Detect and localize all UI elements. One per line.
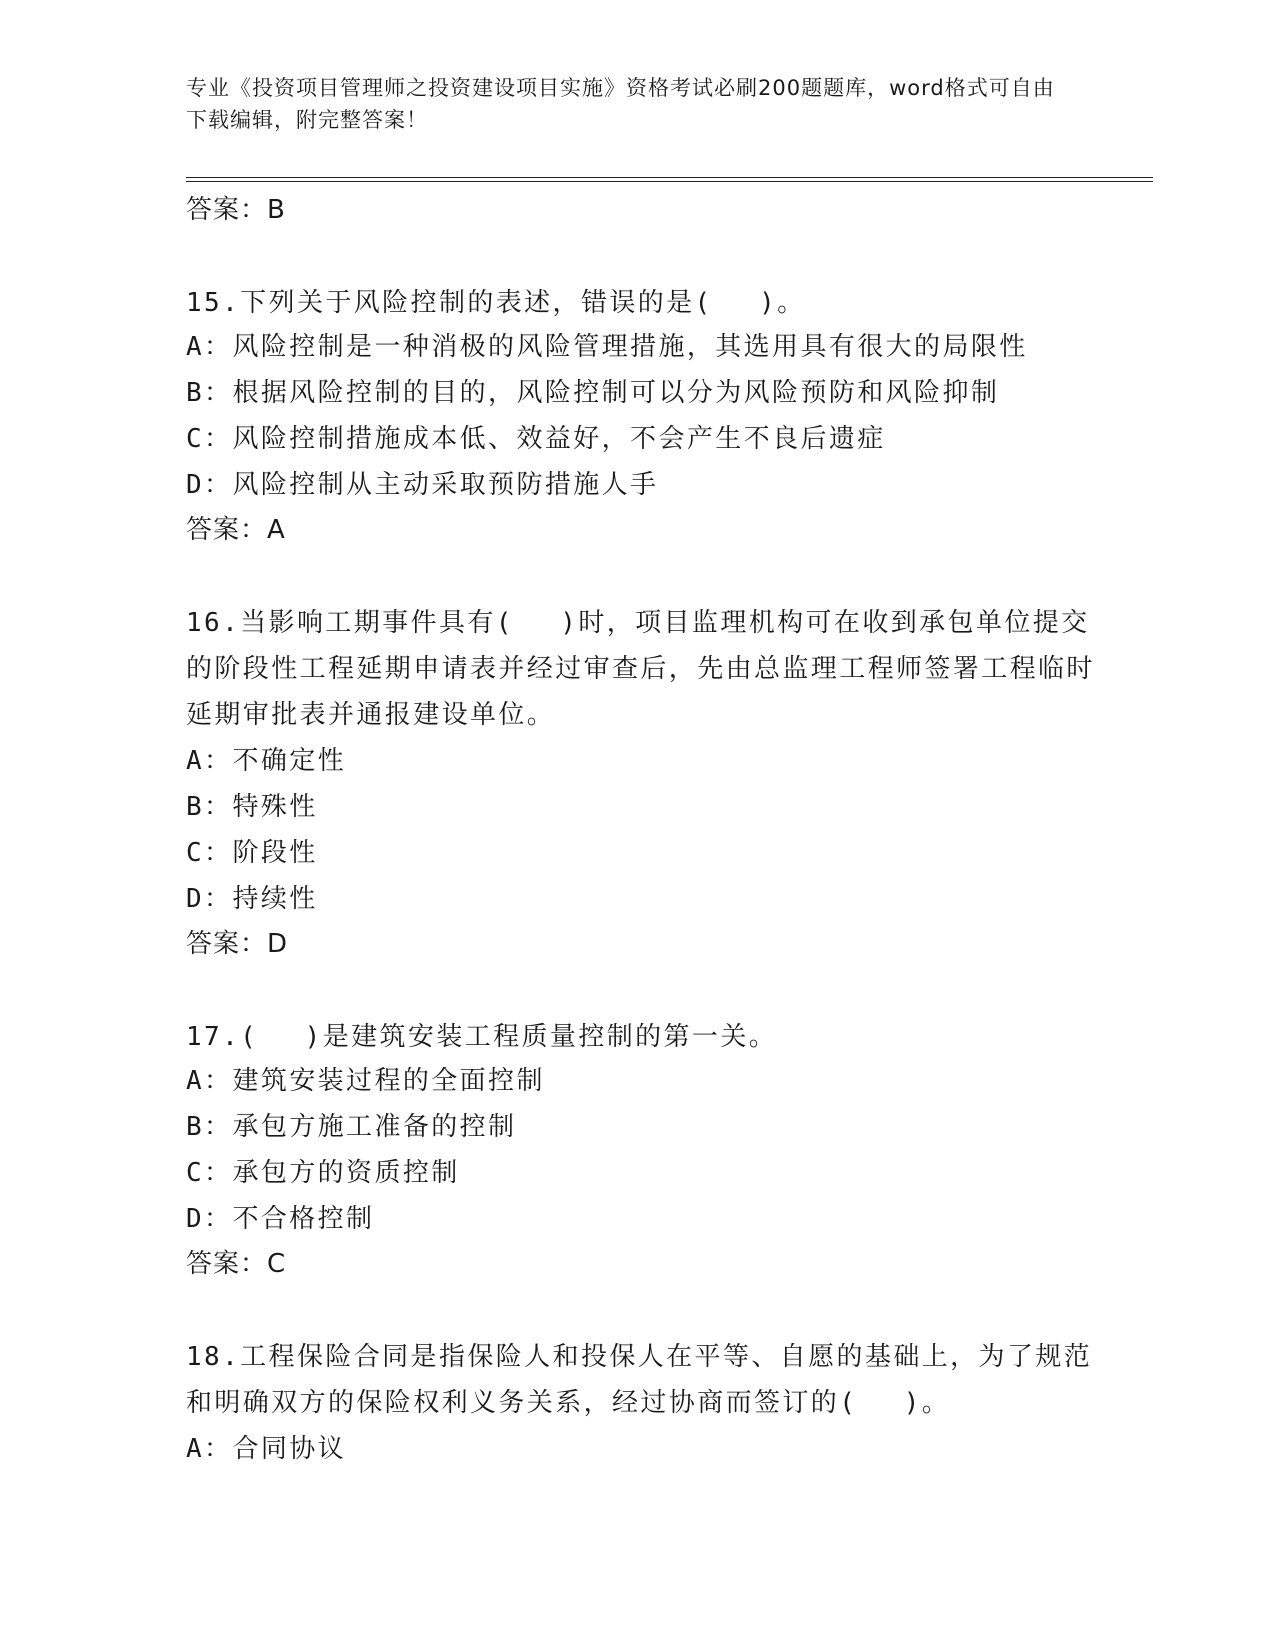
question-16-option-b: B：特殊性 (186, 792, 318, 822)
question-17-option-c: C：承包方的资质控制 (186, 1158, 460, 1188)
question-17-stem: 17.( )是建筑安装工程质量控制的第一关。 (186, 1022, 778, 1052)
document-header: 专业《投资项目管理师之投资建设项目实施》资格考试必刷200题题库，word格式可自由下载编辑，附完整答案！ (186, 76, 1055, 132)
question-17-option-d: D：不合格控制 (186, 1204, 375, 1234)
question-17-option-b: B：承包方施工准备的控制 (186, 1112, 517, 1142)
answer-line: 答案：D (186, 929, 289, 959)
question-16-option-c: C：阶段性 (186, 838, 318, 868)
question-15-option-b: B：根据风险控制的目的，风险控制可以分为风险预防和风险抑制 (186, 378, 1000, 408)
question-16-option-a: A：不确定性 (186, 746, 347, 776)
question-16-stem: 16.当影响工期事件具有( )时，项目监理机构可在收到承包单位提交的阶段性工程延期申请表并经过审查后，先由总监理工程师签署工程临时延期审批表并通报建设单位。 (186, 608, 1095, 730)
question-18-stem: 18.工程保险合同是指保险人和投保人在平等、自愿的基础上，为了规范和明确双方的保险权利义务关系，经过协商而签订的( )。 (186, 1342, 1093, 1418)
question-15-option-a: A：风险控制是一种消极的风险管理措施，其选用具有很大的局限性 (186, 332, 1028, 362)
header-rule-bottom (186, 181, 1153, 182)
question-15-stem: 15.下列关于风险控制的表述，错误的是( )。 (186, 288, 806, 318)
question-15-option-d: D：风险控制从主动采取预防措施人手 (186, 470, 659, 500)
question-18-option-a: A：合同协议 (186, 1434, 347, 1464)
question-list (186, 188, 1116, 1472)
question-17-option-a: A：建筑安装过程的全面控制 (186, 1066, 545, 1096)
answer-line: 答案：C (186, 1249, 287, 1279)
question-16-option-d: D：持续性 (186, 884, 318, 914)
header-rule-top (186, 177, 1153, 178)
answer-line: 答案：A (186, 515, 286, 545)
question-15-option-c: C：风险控制措施成本低、效益好，不会产生不良后遗症 (186, 424, 886, 454)
answer-line: 答案：B (186, 195, 286, 225)
